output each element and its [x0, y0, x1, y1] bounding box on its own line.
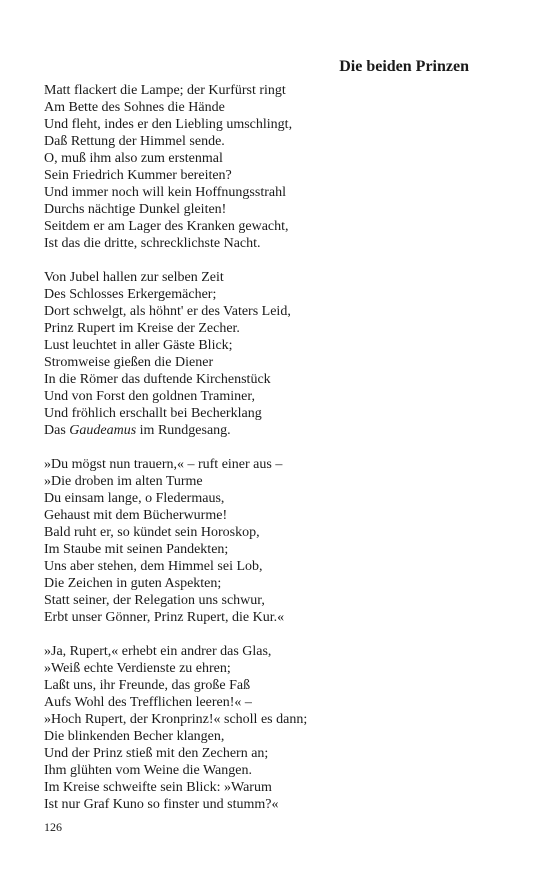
verse-line: Des Schlosses Erkergemächer; — [44, 287, 217, 302]
verse-line: Ist das die dritte, schrecklichste Nacht. — [44, 236, 261, 251]
verse-line: Daß Rettung der Himmel sende. — [44, 134, 225, 149]
verse-line: Und fröhlich erschallt bei Becherklang — [44, 406, 262, 421]
verse-line: »Hoch Rupert, der Kronprinz!« scholl es dann; — [44, 712, 308, 727]
verse-line: Bald ruht er, so kündet sein Horoskop, — [44, 525, 260, 540]
verse-line: Von Jubel hallen zur selben Zeit — [44, 270, 224, 285]
book-page — [44, 0, 514, 880]
verse-line: »Ja, Rupert,« erhebt ein andrer das Glas, — [44, 644, 272, 659]
verse-line: Am Bette des Sohnes die Hände — [44, 100, 225, 115]
verse-line: Durchs nächtige Dunkel gleiten! — [44, 202, 227, 217]
page-number: 126 — [44, 820, 62, 834]
poem-title: Die beiden Prinzen — [339, 58, 469, 75]
verse-line: In die Römer das duftende Kirchenstück — [44, 372, 271, 387]
stanza — [44, 456, 514, 626]
verse-line: Im Kreise schweifte sein Blick: »Warum — [44, 780, 272, 795]
verse-text: im Rundgesang. — [136, 423, 231, 438]
verse-line: Die Zeichen in guten Aspekten; — [44, 576, 222, 591]
verse-line: Du einsam lange, o Fledermaus, — [44, 491, 225, 506]
verse-line: Die blinkenden Becher klangen, — [44, 729, 225, 744]
verse-line — [44, 422, 514, 439]
italic-latin-title: Gaudeamus — [69, 423, 137, 438]
stanza — [44, 269, 514, 439]
verse-line: Und von Forst den goldnen Traminer, — [44, 389, 255, 404]
verse-line: Laßt uns, ihr Freunde, das große Faß — [44, 678, 251, 693]
verse-line: Und immer noch will kein Hoffnungsstrahl — [44, 185, 286, 200]
verse-line: Uns aber stehen, dem Himmel sei Lob, — [44, 559, 263, 574]
verse-line: Sein Friedrich Kummer bereiten? — [44, 168, 232, 183]
verse-line: Im Staube mit seinen Pandekten; — [44, 542, 229, 557]
verse-line: Matt flackert die Lampe; der Kurfürst ringt — [44, 83, 286, 98]
verse-line: Ihm glühten vom Weine die Wangen. — [44, 763, 252, 778]
verse-line: Statt seiner, der Relegation uns schwur, — [44, 593, 265, 608]
verse-line: Und fleht, indes er den Liebling umschlingt, — [44, 117, 293, 132]
verse-line: Lust leuchtet in aller Gäste Blick; — [44, 338, 233, 353]
verse-line: Prinz Rupert im Kreise der Zecher. — [44, 321, 240, 336]
verse-line: Stromweise gießen die Diener — [44, 355, 214, 370]
stanza — [44, 82, 514, 252]
verse-line: »Weiß echte Verdienste zu ehren; — [44, 661, 231, 676]
verse-line: Dort schwelgt, als höhnt' er des Vaters Leid, — [44, 304, 291, 319]
verse-line: Und der Prinz stieß mit den Zechern an; — [44, 746, 269, 761]
verse-line: O, muß ihm also zum erstenmal — [44, 151, 223, 166]
verse-line: Seitdem er am Lager des Kranken gewacht, — [44, 219, 289, 234]
verse-line: »Du mögst nun trauern,« – ruft einer aus – — [44, 457, 283, 472]
verse-line: Ist nur Graf Kuno so finster und stumm?« — [44, 797, 279, 812]
poem-body — [44, 82, 514, 830]
verse-line: Aufs Wohl des Trefflichen leeren!« – — [44, 695, 252, 710]
verse-text: Das — [44, 423, 70, 438]
stanza — [44, 643, 514, 813]
verse-line: »Die droben im alten Turme — [44, 474, 203, 489]
verse-line: Gehaust mit dem Bücherwurme! — [44, 508, 228, 523]
verse-line: Erbt unser Gönner, Prinz Rupert, die Kur.« — [44, 610, 285, 625]
